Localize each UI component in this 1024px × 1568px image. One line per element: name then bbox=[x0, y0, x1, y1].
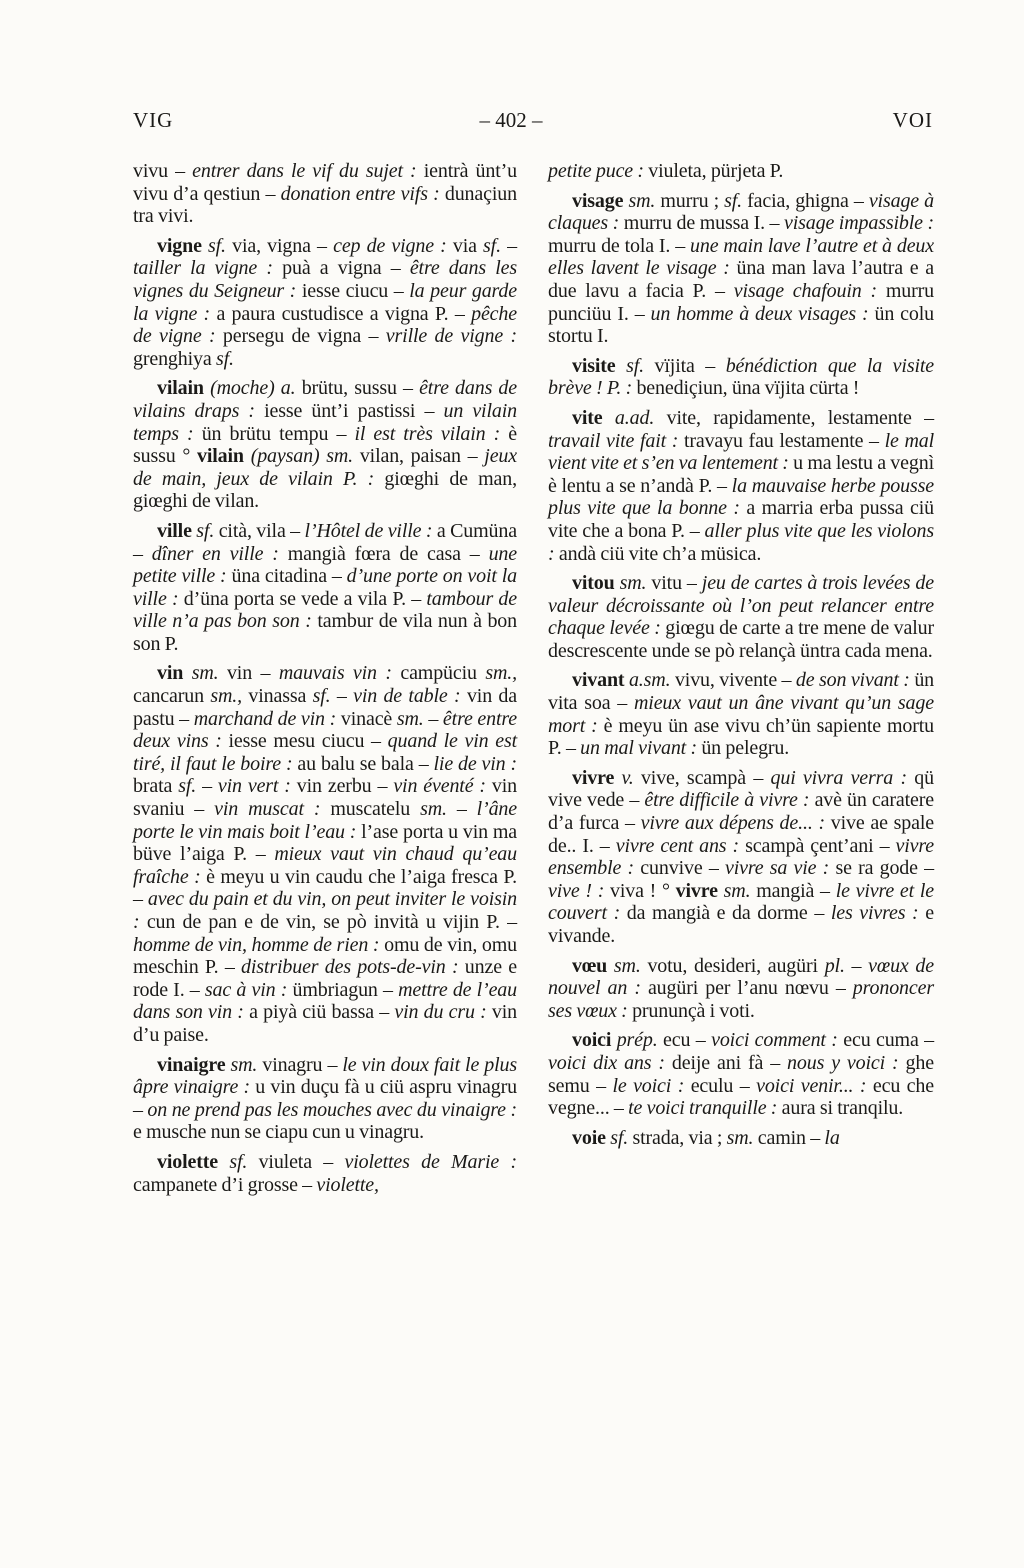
translation-text: votu, desideri, augüri bbox=[647, 954, 825, 977]
french-phrase: sm. – l’âne porte le vin mais boit l’eau : bbox=[133, 798, 517, 843]
entry-voie bbox=[548, 1127, 934, 1150]
french-phrase: entrer dans le vif du sujet : bbox=[192, 160, 424, 182]
translation-text: vivu, vivente – bbox=[674, 669, 796, 692]
translation-text: campanete d’i grosse – bbox=[133, 1173, 317, 1196]
entry-visage bbox=[548, 190, 934, 348]
french-phrase: visage impassible : bbox=[784, 212, 934, 235]
translation-text: a paura custudisce a vigna P. – bbox=[216, 302, 472, 325]
entry-vilain bbox=[133, 377, 517, 513]
french-phrase: qui vivra verra : bbox=[770, 766, 915, 789]
translation-text: giœgu de carte a tre mene de valur descrescente unde se pò relançà üntra cada mena. bbox=[548, 617, 934, 662]
french-phrase: vivre aux dépens de... : bbox=[640, 812, 831, 835]
entry-visite bbox=[548, 355, 934, 400]
translation-text: facia, ghigna – bbox=[747, 189, 869, 212]
headword: vigne bbox=[157, 234, 209, 257]
translation-text: vinagru – bbox=[262, 1053, 343, 1076]
translation-text: l’ase porta u vin ma büve l’aiga P. – bbox=[133, 820, 517, 866]
translation-text: ecu cuma – bbox=[843, 1029, 934, 1052]
french-phrase: sf. – vin vert : bbox=[178, 775, 297, 798]
french-phrase: les vivres : bbox=[830, 902, 926, 925]
french-phrase: pêche de vigne : bbox=[133, 302, 517, 348]
french-phrase: être dans les vignes du Seigneur : bbox=[133, 257, 517, 302]
french-phrase: visage à claques : bbox=[548, 189, 934, 235]
translation-text: ecu – bbox=[663, 1029, 712, 1052]
headword: voie bbox=[572, 1126, 611, 1149]
french-phrase: sf. bbox=[229, 1150, 259, 1173]
translation-text: benediçiun, üna vïjita cürta ! bbox=[636, 377, 860, 400]
translation-text: vive ae spale de.. I. – bbox=[548, 812, 934, 857]
translation-text: via, vigna – bbox=[232, 234, 334, 257]
headword: vitou bbox=[572, 572, 620, 595]
entry-vivant bbox=[548, 669, 934, 759]
translation-text: da mangià e da dorme – bbox=[626, 902, 831, 925]
translation-text: iesse mesu ciucu – bbox=[228, 730, 388, 753]
french-phrase: être dans de vilains draps : bbox=[133, 377, 517, 422]
french-phrase: marchand de vin : bbox=[193, 707, 341, 730]
french-phrase: te voici tranquille : bbox=[628, 1097, 782, 1120]
french-phrase: la peur garde la vigne : bbox=[133, 279, 518, 325]
french-phrase: d’une porte on voit la ville : bbox=[133, 565, 517, 610]
translation-text: üna citadina – bbox=[231, 565, 347, 588]
translation-text: unze e rode I. – bbox=[133, 956, 518, 1001]
translation-text: vilan, paisan – bbox=[359, 445, 485, 468]
translation-text: travayu fau lestamente – bbox=[683, 429, 885, 452]
french-phrase: sf. bbox=[626, 354, 655, 377]
french-phrase: le vivre et le couvert : bbox=[548, 879, 934, 925]
headword: vivre bbox=[675, 879, 724, 902]
french-phrase: violettes de Marie : bbox=[344, 1150, 517, 1173]
french-phrase: la bbox=[824, 1126, 840, 1149]
french-phrase: mieux vaut vin chaud qu’eau fraîche : bbox=[133, 843, 517, 888]
translation-text: è sussu ° bbox=[133, 422, 517, 468]
translation-text: vin svaniu – bbox=[133, 775, 517, 821]
french-phrase: mettre de l’eau dans son vin : bbox=[133, 978, 517, 1024]
headword: vivant bbox=[572, 669, 629, 692]
translation-text: vin zerbu – bbox=[296, 775, 394, 798]
entry-vivre bbox=[548, 767, 934, 948]
headword: vilain bbox=[197, 445, 251, 468]
translation-text: omu de vin, omu meschin P. – bbox=[133, 933, 517, 979]
entry-voici bbox=[548, 1029, 934, 1119]
french-phrase: voici comment : bbox=[711, 1029, 844, 1052]
french-phrase: sf. bbox=[724, 189, 748, 212]
french-phrase: visage chafouin : bbox=[733, 279, 886, 302]
translation-text: e musche nun se ciapu cun u vinagru. bbox=[133, 1121, 425, 1144]
french-phrase: la mauvaise herbe pousse plus vite que la bonne : bbox=[548, 474, 934, 520]
translation-text: ün vita soa – bbox=[548, 669, 935, 715]
translation-text: vin da pastu – bbox=[133, 685, 518, 730]
french-phrase: v. bbox=[621, 766, 641, 789]
french-phrase: voici venir... : bbox=[756, 1074, 873, 1097]
headword: visite bbox=[572, 354, 627, 377]
translation-text: scampà çent’ani – bbox=[745, 834, 896, 857]
headword: vinaigre bbox=[157, 1053, 231, 1076]
french-phrase: cep de vigne : bbox=[333, 234, 453, 257]
french-phrase: l’Hôtel de ville : bbox=[304, 519, 437, 542]
translation-text: tambur de vila nun à bon son P. bbox=[133, 610, 517, 655]
french-phrase: de son vivant : bbox=[795, 669, 915, 692]
entry-violette-continuation bbox=[548, 160, 934, 183]
translation-text: a piyà ciü bassa – bbox=[249, 1001, 395, 1024]
translation-text: viuleta, pürjeta P. bbox=[648, 160, 784, 182]
french-phrase: un vilain temps : bbox=[133, 399, 517, 445]
translation-text: ientrà ünt’u vivu d’a qestiun – bbox=[133, 160, 518, 205]
entry-violette bbox=[133, 1151, 517, 1196]
translation-text: giœghi de man, giœghi de vilan. bbox=[133, 467, 517, 513]
translation-text: prununçà i voti. bbox=[632, 999, 755, 1022]
headword: vilain bbox=[157, 377, 211, 400]
guide-word-right: VOI bbox=[892, 108, 933, 132]
translation-text: mangià fœra de casa – bbox=[287, 542, 489, 565]
headword: voici bbox=[572, 1029, 617, 1052]
french-phrase: sm. bbox=[723, 879, 757, 902]
translation-text: ghe semu – bbox=[548, 1051, 934, 1097]
french-phrase: travail vite fait : bbox=[548, 429, 684, 452]
entry-vinaigre bbox=[133, 1054, 517, 1144]
french-phrase: mieux vaut un âne vivant qu’un sage mort : bbox=[548, 692, 934, 737]
french-phrase: jeux de main, jeux de vilain P. : bbox=[133, 445, 517, 490]
french-phrase: a.sm. bbox=[628, 669, 675, 692]
translation-text: andà ciü vite ch’a müsica. bbox=[558, 542, 762, 565]
french-phrase: le vin doux fait le plus âpre vinaigre : bbox=[133, 1053, 517, 1099]
translation-text: muscatelu bbox=[330, 798, 421, 821]
translation-text: üna man lava l’autra e a due lavu a facia P. – bbox=[548, 257, 934, 302]
headword: ville bbox=[157, 519, 197, 542]
translation-text: vinassa bbox=[248, 685, 313, 708]
french-phrase: vivre ensemble : bbox=[548, 834, 934, 880]
translation-text: cun de pan e de vin, se pò invità u vijin P. – bbox=[146, 911, 517, 933]
french-phrase: un mal vivant : bbox=[580, 737, 702, 760]
french-phrase: vin du cru : bbox=[394, 1001, 492, 1024]
translation-text: vitu – bbox=[651, 572, 702, 595]
translation-text: murru de mussa I. – bbox=[623, 212, 784, 235]
french-phrase: vivre cent ans : bbox=[615, 834, 746, 857]
translation-text: strada, via ; bbox=[632, 1126, 727, 1149]
french-phrase: prononcer ses vœux : bbox=[548, 977, 934, 1022]
translation-text: è meyu u vin caudu che l’aiga fresca P. – bbox=[133, 865, 517, 911]
french-phrase: être difficile à vivre : bbox=[644, 789, 815, 812]
page-number: – 402 – bbox=[479, 108, 543, 132]
translation-text: u vin duçu fà u ciü aspru vinagru – bbox=[133, 1076, 517, 1121]
headword: vite bbox=[572, 406, 615, 429]
column-right bbox=[548, 160, 934, 1149]
translation-text: cunvive – bbox=[640, 857, 725, 880]
french-phrase: sm. bbox=[628, 189, 661, 212]
french-phrase: le voici : bbox=[612, 1074, 691, 1097]
translation-text: ün colu stortu I. bbox=[548, 302, 934, 348]
entry-ville bbox=[133, 520, 517, 656]
translation-text: viuleta – bbox=[258, 1150, 345, 1173]
translation-text: cità, vila – bbox=[218, 519, 305, 542]
french-phrase: on ne prend pas les mouches avec du vinaigre : bbox=[147, 1098, 517, 1121]
headword: vin bbox=[157, 662, 192, 685]
french-phrase: sm. – être entre deux vins : bbox=[133, 707, 518, 753]
translation-text: è meyu ün ase vivu ch’ün sapiente mortu P. – bbox=[548, 714, 934, 760]
french-phrase: sf. – tailler la vigne : bbox=[133, 234, 517, 280]
french-phrase: tambour de ville n’a pas bon son : bbox=[133, 587, 517, 633]
translation-text: murru de tola I. – bbox=[548, 234, 691, 257]
french-phrase: sm. bbox=[619, 572, 652, 595]
french-phrase: sm. bbox=[726, 1126, 758, 1149]
translation-text: viva ! ° bbox=[610, 879, 676, 902]
headword: vœu bbox=[572, 954, 614, 977]
french-phrase: sf. bbox=[196, 519, 219, 542]
translation-text: a marria erba pussa ciü vite che a bona P. – bbox=[548, 497, 934, 542]
french-phrase: distribuer des pots-de-vin : bbox=[241, 956, 465, 979]
translation-text: campüciu bbox=[400, 662, 486, 685]
translation-text: vin d’u paise. bbox=[133, 1001, 517, 1046]
translation-text: murru ; bbox=[660, 189, 725, 212]
french-phrase: voici dix ans : bbox=[548, 1051, 672, 1074]
french-phrase: a.ad. bbox=[614, 406, 667, 429]
french-phrase: sm., bbox=[485, 662, 517, 685]
translation-text: iesse ciucu – bbox=[301, 279, 410, 302]
translation-text: murru punciüu I. – bbox=[548, 279, 934, 325]
translation-text: vin – bbox=[226, 662, 279, 685]
entry-vivu-continuation bbox=[133, 160, 517, 228]
guide-word-left: VIG bbox=[133, 108, 174, 132]
french-phrase: bénédiction que la visite brève ! P. : bbox=[548, 354, 934, 400]
translation-text: qü vive vede – bbox=[548, 766, 934, 812]
page-header bbox=[133, 108, 933, 133]
french-phrase: avec du pain et du vin, on peut inviter le voisin : bbox=[133, 888, 517, 933]
column-left bbox=[133, 160, 517, 1196]
translation-text: vinacè bbox=[340, 707, 397, 730]
french-phrase: vin muscat : bbox=[214, 798, 331, 821]
french-phrase: une petite ville : bbox=[133, 542, 517, 588]
translation-text: vïjita – bbox=[654, 354, 726, 377]
translation-text: camin – bbox=[757, 1126, 825, 1149]
translation-text: via bbox=[452, 234, 484, 257]
french-phrase: quand le vin est tiré, il faut le boire : bbox=[133, 730, 517, 775]
french-phrase: homme de vin, homme de rien : bbox=[133, 933, 385, 956]
french-phrase: jeu de cartes à trois levées de valeur décroissante où l’on peut relancer entre chaque levée : bbox=[548, 572, 934, 640]
translation-text: persegu de vigna – bbox=[222, 325, 386, 348]
translation-text: puà a vigna – bbox=[282, 257, 410, 280]
translation-text: ün pelegru. bbox=[701, 737, 790, 760]
french-phrase: il est très vilain : bbox=[354, 422, 509, 445]
french-phrase: sac à vin : bbox=[204, 978, 293, 1001]
entry-vite bbox=[548, 407, 934, 565]
translation-text: d’üna porta se vede a vila P. – bbox=[183, 587, 427, 610]
french-phrase: nous y voici : bbox=[787, 1051, 906, 1074]
french-phrase: mauvais vin : bbox=[278, 662, 401, 685]
french-phrase: une main lave l’autre et à deux elles lavent le visage : bbox=[548, 234, 935, 280]
translation-text: iesse ünt’i pastissi – bbox=[264, 399, 444, 422]
translation-text: aura si tranqilu. bbox=[781, 1097, 904, 1120]
french-phrase: pl. – vœux de nouvel an : bbox=[548, 954, 935, 1000]
french-phrase: sm., bbox=[210, 685, 249, 708]
translation-text: a Cumüna – bbox=[133, 519, 517, 565]
entry-vin bbox=[133, 662, 517, 1046]
french-phrase: le mal vient vite et s’en va lentement : bbox=[548, 429, 934, 475]
translation-text: u ma lestu a vegnì è lentu a se n’andà P. – bbox=[548, 452, 934, 497]
french-phrase: sf. bbox=[610, 1126, 633, 1149]
french-phrase: vive ! : bbox=[548, 879, 611, 902]
french-phrase: violette, bbox=[316, 1173, 379, 1196]
french-phrase: lie de vin : bbox=[433, 752, 517, 775]
french-phrase: dîner en ville : bbox=[151, 542, 288, 565]
french-phrase: sf. – vin de table : bbox=[312, 685, 467, 708]
french-phrase: sf. bbox=[215, 347, 234, 370]
french-phrase: vivre sa vie : bbox=[724, 857, 836, 880]
translation-text: deije ani fà – bbox=[671, 1051, 788, 1074]
french-phrase: prép. bbox=[616, 1029, 664, 1052]
translation-text: avè ün caratere d’a furca – bbox=[548, 789, 934, 835]
french-phrase: vin éventé : bbox=[393, 775, 492, 798]
translation-text: ümbriagun – bbox=[292, 978, 399, 1001]
translation-text: vite, rapidamente, lestamente – bbox=[666, 406, 934, 429]
headword: violette bbox=[157, 1150, 230, 1173]
translation-text: e vivande. bbox=[548, 902, 934, 947]
headword: vivre bbox=[572, 766, 622, 789]
translation-text: ün brütu tempu – bbox=[201, 422, 355, 445]
translation-text: au balu se bala – bbox=[297, 752, 434, 775]
translation-text: vive, scampà – bbox=[640, 766, 771, 789]
translation-text: dunaçiun tra vivi. bbox=[133, 182, 517, 228]
translation-text: mangià – bbox=[756, 879, 836, 902]
french-phrase: aller plus vite que les violons : bbox=[548, 519, 934, 565]
french-phrase: vrille de vigne : bbox=[385, 325, 517, 348]
french-phrase: petite puce : bbox=[548, 160, 649, 182]
french-phrase: sf. bbox=[208, 234, 233, 257]
translation-text: brata bbox=[133, 775, 179, 798]
french-phrase: (paysan) sm. bbox=[250, 445, 360, 468]
translation-text: augüri per l’anu nœvu – bbox=[647, 977, 853, 1000]
french-phrase: un homme à deux visages : bbox=[650, 302, 875, 325]
french-phrase: sm. bbox=[191, 662, 227, 685]
translation-text: cancarun bbox=[133, 685, 211, 708]
translation-text: eculu – bbox=[690, 1074, 757, 1097]
translation-text: grenghiya bbox=[133, 347, 216, 370]
french-phrase: (moche) a. bbox=[210, 377, 302, 400]
french-phrase: sm. bbox=[613, 954, 648, 977]
translation-text: vivu – bbox=[133, 160, 193, 182]
entry-vitou bbox=[548, 572, 934, 662]
headword: visage bbox=[572, 189, 629, 212]
translation-text: ecu che vegne... – bbox=[548, 1074, 934, 1120]
french-phrase: donation entre vifs : bbox=[280, 182, 445, 205]
entry-vigne bbox=[133, 235, 517, 371]
translation-text: se ra gode – bbox=[835, 857, 935, 880]
translation-text: brütu, sussu – bbox=[301, 377, 420, 400]
entry-voeu bbox=[548, 955, 934, 1023]
french-phrase: sm. bbox=[230, 1053, 263, 1076]
